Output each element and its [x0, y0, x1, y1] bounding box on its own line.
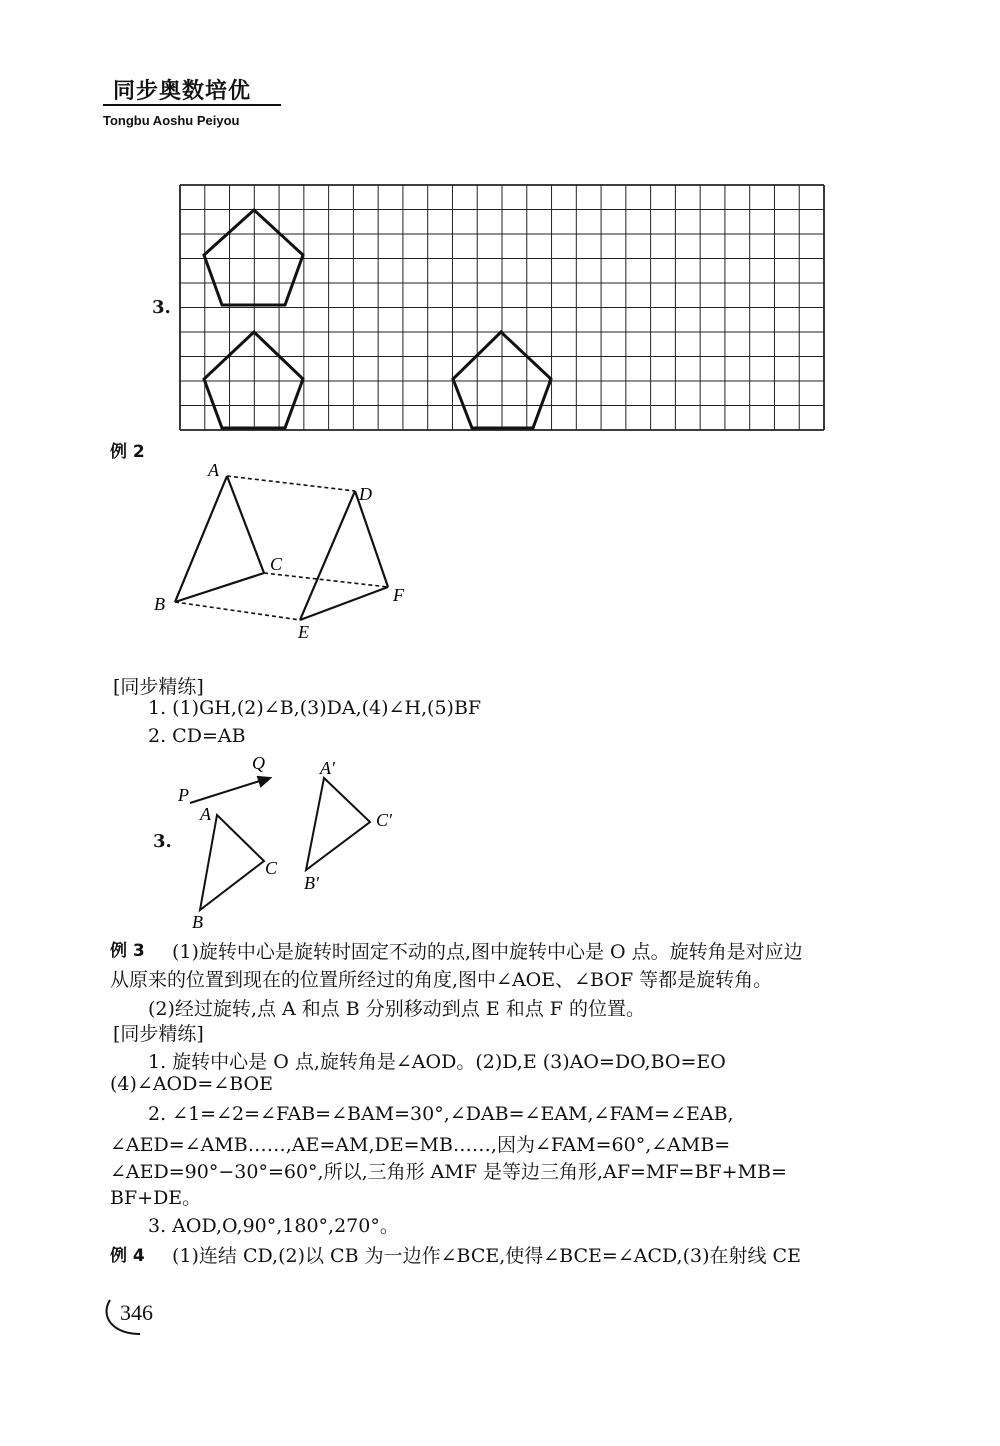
example2-label: 例 2	[110, 442, 145, 462]
practice2-line3: 2. ∠1=∠2=∠FAB=∠BAM=30°,∠DAB=∠EAM,∠FAM=∠EAB,	[148, 1103, 734, 1125]
point-label-A-prime: A′	[320, 758, 335, 778]
edge-DE	[300, 491, 355, 620]
page-number: 346	[120, 1300, 153, 1325]
header-title-en: Tongbu Aoshu Peiyou	[103, 113, 240, 128]
practice1-line1: 1. (1)GH,(2)∠B,(3)DA,(4)∠H,(5)BF	[148, 697, 482, 719]
practice2-line5: ∠AED=90°−30°=60°,所以,三角形 AMF 是等边三角形,AF=MF=BF+MB=	[110, 1161, 787, 1183]
practice1-line2: 2. CD=AB	[148, 725, 246, 747]
prism-figure	[175, 476, 388, 620]
header-title-cn: 同步奥数培优	[113, 79, 252, 104]
triangle-ABC	[200, 815, 264, 910]
practice2-line4: ∠AED=∠AMB……,AE=AM,DE=MB……,因为∠FAM=60°,∠AMB=	[110, 1134, 731, 1156]
practice2-line6: BF+DE。	[110, 1187, 202, 1209]
point-label-B-small: B	[192, 912, 203, 932]
practice1-heading: [同步精练]	[113, 676, 204, 698]
dash-BE	[175, 602, 300, 620]
translation-figure	[190, 777, 370, 910]
grid-figure-label: 3.	[152, 297, 171, 318]
point-label-C: C	[270, 554, 283, 574]
point-label-Q: Q	[252, 753, 265, 773]
point-label-C-small: C	[265, 858, 278, 878]
example3-label: 例 3	[110, 941, 145, 961]
point-label-A: A	[208, 460, 219, 480]
point-label-D: D	[359, 484, 372, 504]
dash-CF	[264, 573, 388, 587]
edge-EF	[300, 587, 388, 620]
practice2-line1: 1. 旋转中心是 O 点,旋转角是∠AOD。(2)D,E (3)AO=DO,BO=EO	[148, 1051, 726, 1073]
practice1-line3-label: 3.	[153, 831, 172, 852]
example3-line2: 从原来的位置到现在的位置所经过的角度,图中∠AOE、∠BOF 等都是旋转角。	[110, 969, 773, 991]
point-label-B: B	[154, 594, 165, 614]
point-label-P: P	[178, 785, 189, 805]
point-label-C-prime: C′	[376, 810, 392, 830]
pentagon-bottom-left	[204, 332, 303, 428]
triangle-A1B1C1	[306, 778, 370, 870]
practice2-line7: 3. AOD,O,90°,180°,270°。	[148, 1215, 399, 1237]
edge-BC	[175, 573, 264, 602]
dash-AD	[227, 476, 355, 491]
example3-line3: (2)经过旋转,点 A 和点 B 分别移动到点 E 和点 F 的位置。	[148, 998, 646, 1020]
example4-label: 例 4	[110, 1246, 145, 1266]
point-label-E: E	[298, 622, 309, 642]
practice2-heading: [同步精练]	[113, 1023, 204, 1045]
example4-line1: (1)连结 CD,(2)以 CB 为一边作∠BCE,使得∠BCE=∠ACD,(3)在射线 CE	[172, 1245, 801, 1267]
edge-AB	[175, 476, 227, 602]
point-label-B-prime: B′	[304, 873, 319, 893]
point-label-F: F	[393, 585, 404, 605]
pentagon-top-left	[204, 210, 303, 305]
edge-DF	[355, 491, 388, 587]
point-label-A-small: A	[200, 804, 211, 824]
vector-PQ	[190, 779, 266, 803]
edge-AC	[227, 476, 264, 573]
practice2-line2: (4)∠AOD=∠BOE	[110, 1073, 273, 1095]
grid-lines	[180, 185, 824, 430]
example3-line1: (1)旋转中心是旋转时固定不动的点,图中旋转中心是 O 点。旋转角是对应边	[172, 941, 803, 963]
vector-arrowhead	[258, 777, 270, 786]
